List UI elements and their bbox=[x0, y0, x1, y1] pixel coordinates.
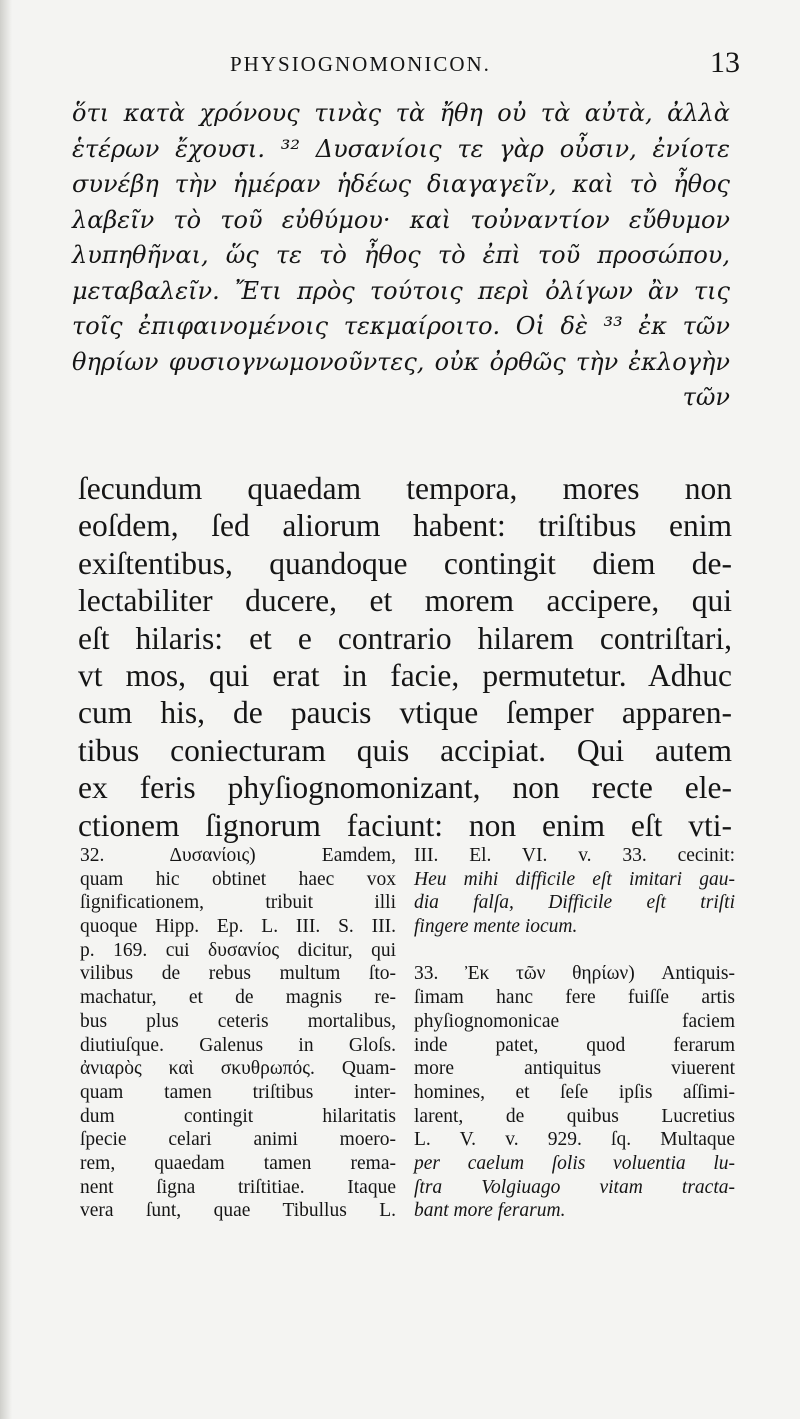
greek-text-block bbox=[72, 96, 730, 416]
footnote-line: quoque Hipp. Ep. L. III. S. III. bbox=[80, 916, 396, 938]
footnote-line: quam hic obtinet haec vox bbox=[80, 868, 396, 890]
footnote-line: 33. Ἐκ τῶν θηρίων) Antiquis- bbox=[414, 963, 735, 985]
footnote-line: ſpecie celari animi moero- bbox=[80, 1129, 396, 1151]
footnote-line: ſtra Volgiuago vitam tracta- bbox=[414, 1176, 735, 1198]
footnote-line: bant more ferarum. bbox=[414, 1200, 566, 1222]
footnote-line: homines, et ſeſe ipſis aſſimi- bbox=[414, 1081, 735, 1103]
greek-line: λαβεῖν τὸ τοῦ εὐθύμου· καὶ τοὐναντίον εὔθυμον bbox=[72, 205, 730, 234]
greek-line: ὅτι κατὰ χρόνους τινὰς τὰ ἤθη οὐ τὰ αὐτὰ, ἀλλὰ bbox=[72, 99, 730, 127]
footnote-line: vilibus de rebus multum ſto- bbox=[80, 963, 396, 985]
running-title: PHYSIOGNOMONICON. bbox=[230, 52, 491, 76]
greek-line: συνέβη τὴν ἡμέραν ἡδέως διαγαγεῖν, καὶ τὸ ἦθος bbox=[72, 170, 730, 198]
footnote-line: quam tamen triſtibus inter- bbox=[80, 1081, 396, 1103]
footnote-line: inde patet, quod ferarum bbox=[414, 1034, 735, 1056]
latin-line: eſt hilaris: et e contrario hilarem contriſtari, bbox=[78, 620, 732, 656]
footnote-line: ſimam hanc fere fuiſſe artis bbox=[414, 987, 735, 1009]
greek-line: ἑτέρων ἔχουσι. ³² Δυσανίοις τε γὰρ οὖσιν, ἐνίοτε bbox=[72, 134, 730, 163]
latin-line: eoſdem, ſed aliorum habent: triſtibus enim bbox=[78, 508, 732, 544]
greek-line: μεταβαλεῖν. Ἔτι πρὸς τούτοις περὶ ὀλίγων ἂν τις bbox=[72, 276, 730, 305]
footnote-line: ſignificationem, tribuit illi bbox=[80, 892, 396, 914]
footnote-column-right bbox=[414, 844, 735, 1223]
greek-line: θηρίων φυσιογνωμονοῦντες, οὐκ ὀρθῶς τὴν ἐκλογὴν bbox=[72, 347, 730, 376]
footnote-line: dum contingit hilaritatis bbox=[80, 1105, 396, 1127]
footnote-line: III. El. VI. v. 33. cecinit: bbox=[414, 845, 735, 866]
footnotes bbox=[80, 844, 735, 1314]
footnote-line: rem, quaedam tamen rema- bbox=[80, 1152, 396, 1174]
footnote-line: dia falſa, Difficile eſt triſti bbox=[414, 892, 735, 914]
page-number: 13 bbox=[710, 46, 740, 79]
latin-line: cum his, de paucis vtique ſemper apparen- bbox=[78, 695, 732, 731]
footnote-line: nent ſigna triſtitiae. Itaque bbox=[80, 1176, 396, 1198]
greek-line: λυπηθῆναι, ὥς τε τὸ ἦθος τὸ ἐπὶ τοῦ προσώπου, bbox=[72, 241, 730, 269]
latin-line: ſecundum quaedam tempora, mores non bbox=[78, 471, 732, 506]
latin-line: vt mos, qui erat in facie, permutetur. Adhuc bbox=[78, 657, 732, 693]
latin-line: ex feris phyſiognomonizant, non recte ele- bbox=[78, 770, 732, 806]
greek-line: τοῖς ἐπιφαινομένοις τεκμαίροιτο. Οἱ δὲ ³³ ἐκ τῶν bbox=[72, 312, 730, 340]
footnote-line: diutiuſque. Galenus in Gloſs. bbox=[80, 1034, 396, 1056]
latin-line: tibus coniecturam quis accipiat. Qui autem bbox=[78, 732, 732, 768]
footnote-line: p. 169. cui δυσανίος dicitur, qui bbox=[80, 939, 396, 961]
footnote-line: per caelum ſolis voluentia lu- bbox=[414, 1152, 735, 1174]
footnote-line: bus plus ceteris mortalibus, bbox=[80, 1010, 396, 1032]
footnote-line: more antiquitus viuerent bbox=[414, 1058, 735, 1080]
footnote-line: ἀνιαρὸς καὶ σκυθρωπός. Quam- bbox=[80, 1058, 396, 1080]
latin-line: exiſtentibus, quandoque contingit diem de- bbox=[78, 545, 732, 581]
footnote-spacer bbox=[414, 939, 735, 963]
footnote-line: larent, de quibus Lucretius bbox=[414, 1105, 735, 1127]
footnote-line: vera ſunt, quae Tibullus L. bbox=[80, 1200, 396, 1222]
catchword: τῶν bbox=[682, 383, 730, 411]
footnote-line: phyſiognomonicae faciem bbox=[414, 1010, 735, 1032]
footnote-line: fingere mente iocum. bbox=[414, 916, 578, 938]
footnote-line: Heu mihi difficile eſt imitari gau- bbox=[414, 868, 735, 890]
footnote-line: 32. Δυσανίοις) Eamdem, bbox=[80, 845, 396, 866]
footnote-column-left bbox=[80, 844, 396, 1223]
footnote-line: machatur, et de magnis re- bbox=[80, 987, 396, 1009]
footnote-line: L. V. v. 929. ſq. Multaque bbox=[414, 1129, 735, 1151]
latin-line: lectabiliter ducere, et morem accipere, qui bbox=[78, 583, 732, 619]
running-head bbox=[70, 48, 740, 84]
latin-text-block bbox=[78, 470, 732, 844]
latin-line: ctionem ſignorum faciunt: non enim eſt vti- bbox=[78, 807, 732, 843]
